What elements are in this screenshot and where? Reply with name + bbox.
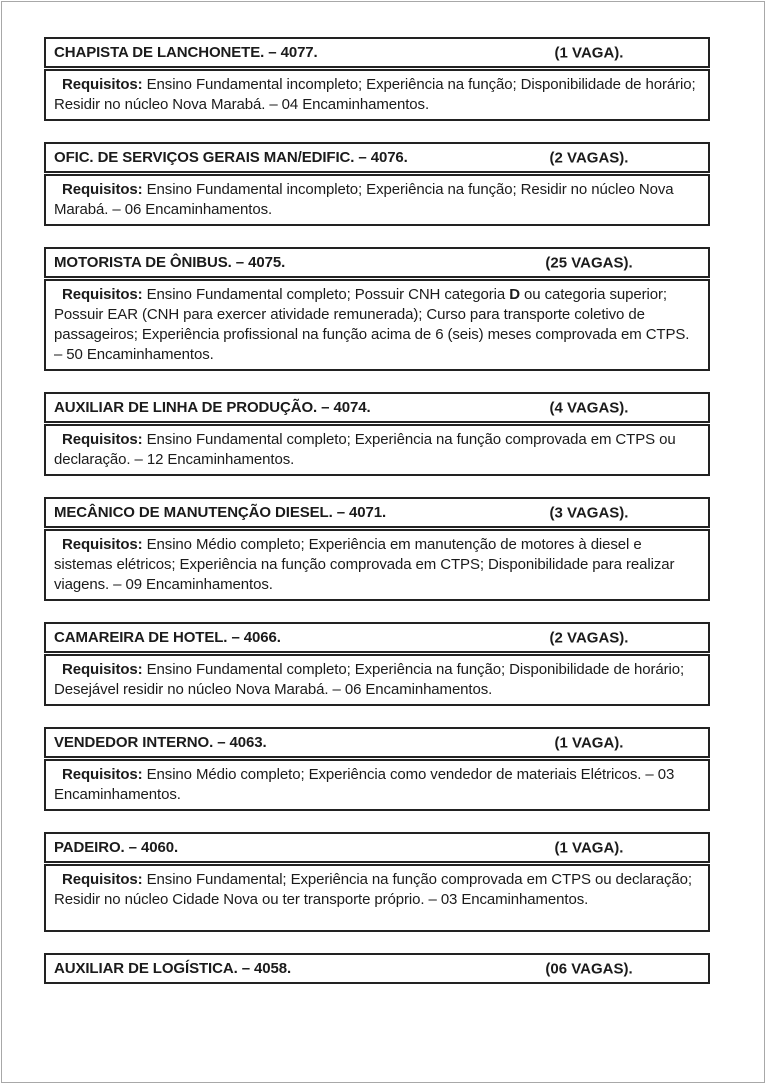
job-title: MOTORISTA DE ÔNIBUS. – 4075.	[54, 254, 286, 271]
job-title: PADEIRO. – 4060.	[54, 839, 179, 856]
job-requirements	[44, 654, 710, 706]
job-requirements	[44, 174, 710, 226]
job-title: VENDEDOR INTERNO. – 4063.	[54, 734, 267, 751]
job-header	[44, 392, 710, 423]
job-vacancies: (25 VAGAS).	[545, 254, 633, 271]
job-listing	[44, 622, 710, 706]
job-title: MECÂNICO DE MANUTENÇÃO DIESEL. – 4071.	[54, 504, 387, 521]
requirements-paragraph	[54, 660, 700, 700]
job-header	[44, 622, 710, 653]
job-requirements	[44, 759, 710, 811]
job-vacancies: (1 VAGA).	[554, 44, 624, 61]
requirements-text: Ensino Fundamental incompleto; Experiência na função; Disponibilidade de horário; Residir no núcleo Nova Marabá. – 04 Encaminhamentos.	[54, 76, 696, 113]
job-vacancies: (3 VAGAS).	[549, 504, 629, 521]
requirements-paragraph	[54, 180, 700, 220]
job-requirements	[44, 424, 710, 476]
requirements-text: Ensino Fundamental completo; Experiência na função; Disponibilidade de horário; Desejável residir no núcleo Nova Marabá. – 06 Encaminhamentos.	[54, 661, 685, 698]
job-header	[44, 832, 710, 863]
job-header	[44, 142, 710, 173]
job-listing	[44, 247, 710, 371]
job-listing	[44, 832, 710, 932]
requirements-paragraph	[54, 430, 700, 470]
requirements-label: Requisitos:	[62, 536, 143, 553]
requirements-label: Requisitos:	[62, 871, 143, 888]
job-listing	[44, 37, 710, 121]
requirements-text: Ensino Médio completo; Experiência em manutenção de motores à diesel e sistemas elétricos; Experiência na função comprovada em CTPS; Disponibilidade para realizar viagens. – 09 Encaminhamentos.	[54, 536, 675, 593]
requirements-text: Ensino Fundamental completo; Possuir CNH categoria	[142, 286, 510, 303]
requirements-paragraph	[54, 870, 700, 910]
cnh-category-bold: D	[509, 286, 520, 303]
requirements-text: Ensino Fundamental completo; Experiência na função comprovada em CTPS ou declaração. – 12 Encaminhamentos.	[54, 431, 676, 468]
job-vacancies: (1 VAGA).	[554, 734, 624, 751]
job-listing	[44, 142, 710, 226]
job-header	[44, 37, 710, 68]
requirements-label: Requisitos:	[62, 766, 143, 783]
job-title: CHAPISTA DE LANCHONETE. – 4077.	[54, 44, 318, 61]
job-vacancies: (06 VAGAS).	[545, 960, 633, 977]
job-listings	[44, 37, 710, 1005]
requirements-paragraph	[54, 75, 700, 115]
requirements-paragraph	[54, 765, 700, 805]
job-header	[44, 247, 710, 278]
job-listing	[44, 727, 710, 811]
job-vacancies: (2 VAGAS).	[549, 629, 629, 646]
requirements-paragraph	[54, 535, 700, 595]
requirements-label: Requisitos:	[62, 76, 143, 93]
job-title: OFIC. DE SERVIÇOS GERAIS MAN/EDIFIC. – 4076.	[54, 149, 408, 166]
requirements-text: Ensino Médio completo; Experiência como vendedor de materiais Elétricos. – 03 Encaminhamentos.	[54, 766, 675, 803]
job-requirements	[44, 864, 710, 932]
requirements-label: Requisitos:	[62, 181, 143, 198]
job-header	[44, 497, 710, 528]
job-title: AUXILIAR DE LOGÍSTICA. – 4058.	[54, 960, 292, 977]
requirements-text: Ensino Fundamental; Experiência na função comprovada em CTPS ou declaração; Residir no núcleo Cidade Nova ou ter transporte próprio. – 03 Encaminhamentos.	[54, 871, 692, 908]
requirements-label: Requisitos:	[62, 661, 143, 678]
job-requirements	[44, 69, 710, 121]
requirements-label: Requisitos:	[62, 431, 143, 448]
requirements-text: ou categoria superior; Possuir EAR (CNH para exercer atividade remunerada); Curso para transporte coletivo de passageiros; Experiência profissional na função acima de 6 (seis) meses comprovada em CTPS. – 50 Encaminhamentos.	[54, 286, 690, 363]
job-requirements	[44, 279, 710, 371]
job-listing	[44, 497, 710, 601]
job-requirements	[44, 529, 710, 601]
job-header	[44, 727, 710, 758]
job-listing	[44, 392, 710, 476]
job-header	[44, 953, 710, 984]
job-vacancies: (4 VAGAS).	[549, 399, 629, 416]
job-title: AUXILIAR DE LINHA DE PRODUÇÃO. – 4074.	[54, 399, 371, 416]
job-vacancies: (2 VAGAS).	[549, 149, 629, 166]
requirements-label: Requisitos:	[62, 286, 143, 303]
job-listing	[44, 953, 710, 984]
requirements-text: Ensino Fundamental incompleto; Experiência na função; Residir no núcleo Nova Marabá. – 06 Encaminhamentos.	[54, 181, 674, 218]
job-vacancies: (1 VAGA).	[554, 839, 624, 856]
requirements-paragraph	[54, 285, 700, 365]
job-title: CAMAREIRA DE HOTEL. – 4066.	[54, 629, 281, 646]
